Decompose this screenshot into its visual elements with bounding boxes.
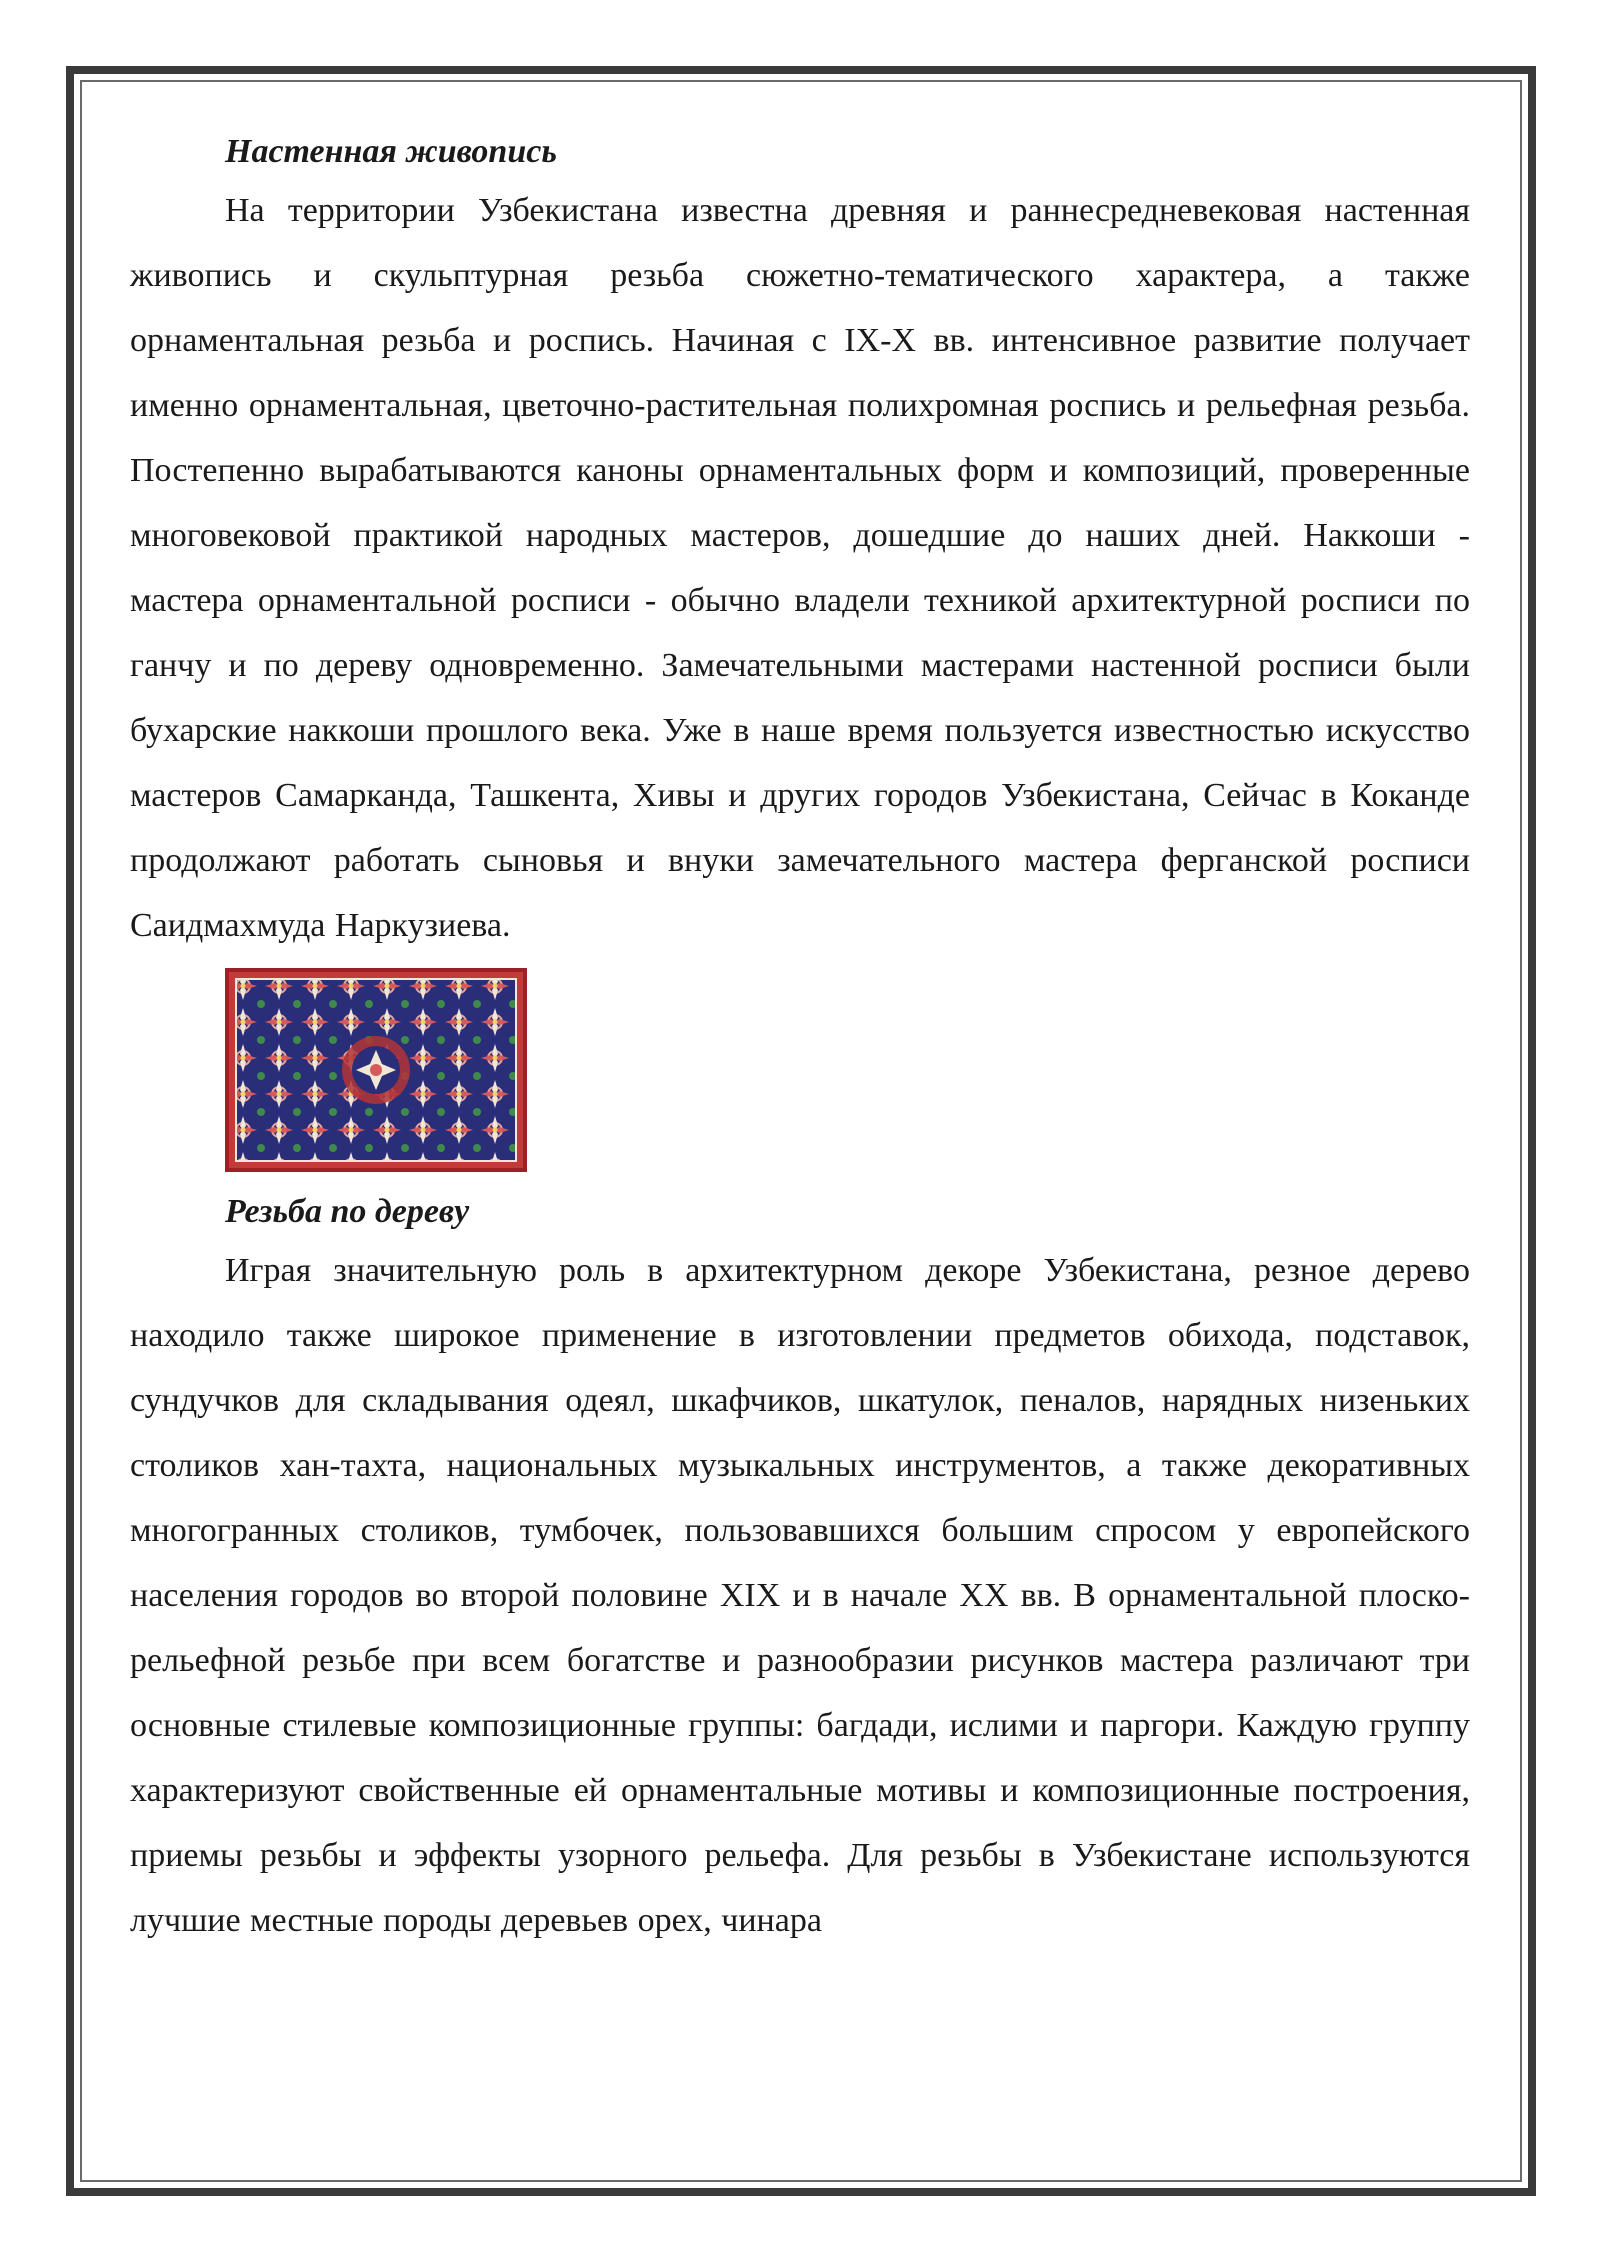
section-heading-wall-painting: Настенная живопись	[225, 133, 557, 170]
paragraph-wood-carving: Играя значительную роль в архитектурном декоре Узбекистана, резное дерево находило также широкое применение в изготовлении предметов обихода, подставок, сундучков для складывания одеял, шкафчиков, шкатулок, пеналов, нарядных низеньких столиков хан-тахта, национальных музыкальных инструментов, а также декоративных многогранных столиков, тумбочек, пользовавшихся большим спросом у европейского населения городов во второй половине XIX и в начале XX вв. В орнаментальной плоско-рельефной резьбе при всем богатстве и разнообразии рисунков мастера различают три основные стилевые композиционные группы: багдади, ислими и паргори. Каждую группу характеризуют свойственные ей орнаментальные мотивы и композиционные построения, приемы резьбы и эффекты узорного рельефа. Для резьбы в Узбекистане используются лучшие местные породы деревьев орех, чинара	[130, 1252, 1470, 1939]
document-body	[130, 126, 1470, 1953]
ornamental-painting-image	[225, 968, 527, 1172]
section-heading-wood-carving: Резьба по дереву	[225, 1193, 470, 1230]
paragraph-wall-painting: На территории Узбекистана известна древняя и раннесредневековая настенная живопись и скульптурная резьба сюжетно-тематического характера, а также орнаментальная резьба и роспись. Начиная с IX-X вв. интенсивное развитие получает именно орнаментальная, цветочно-растительная полихромная роспись и рельефная резьба. Постепенно вырабатываются каноны орнаментальных форм и композиций, проверенные многовековой практикой народных мастеров, дошедшие до наших дней. Наккоши - мастера орнаментальной росписи - обычно владели техникой архитектурной росписи по ганчу и по дереву одновременно. Замечательными мастерами настенной росписи были бухарские наккоши прошлого века. Уже в наше время пользуется известностью искусство мастеров Самарканда, Ташкента, Хивы и других городов Узбекистана, Сейчас в Коканде продолжают работать сыновья и внуки замечательного мастера ферганской росписи Саидмахмуда Наркузиева.	[130, 192, 1470, 944]
